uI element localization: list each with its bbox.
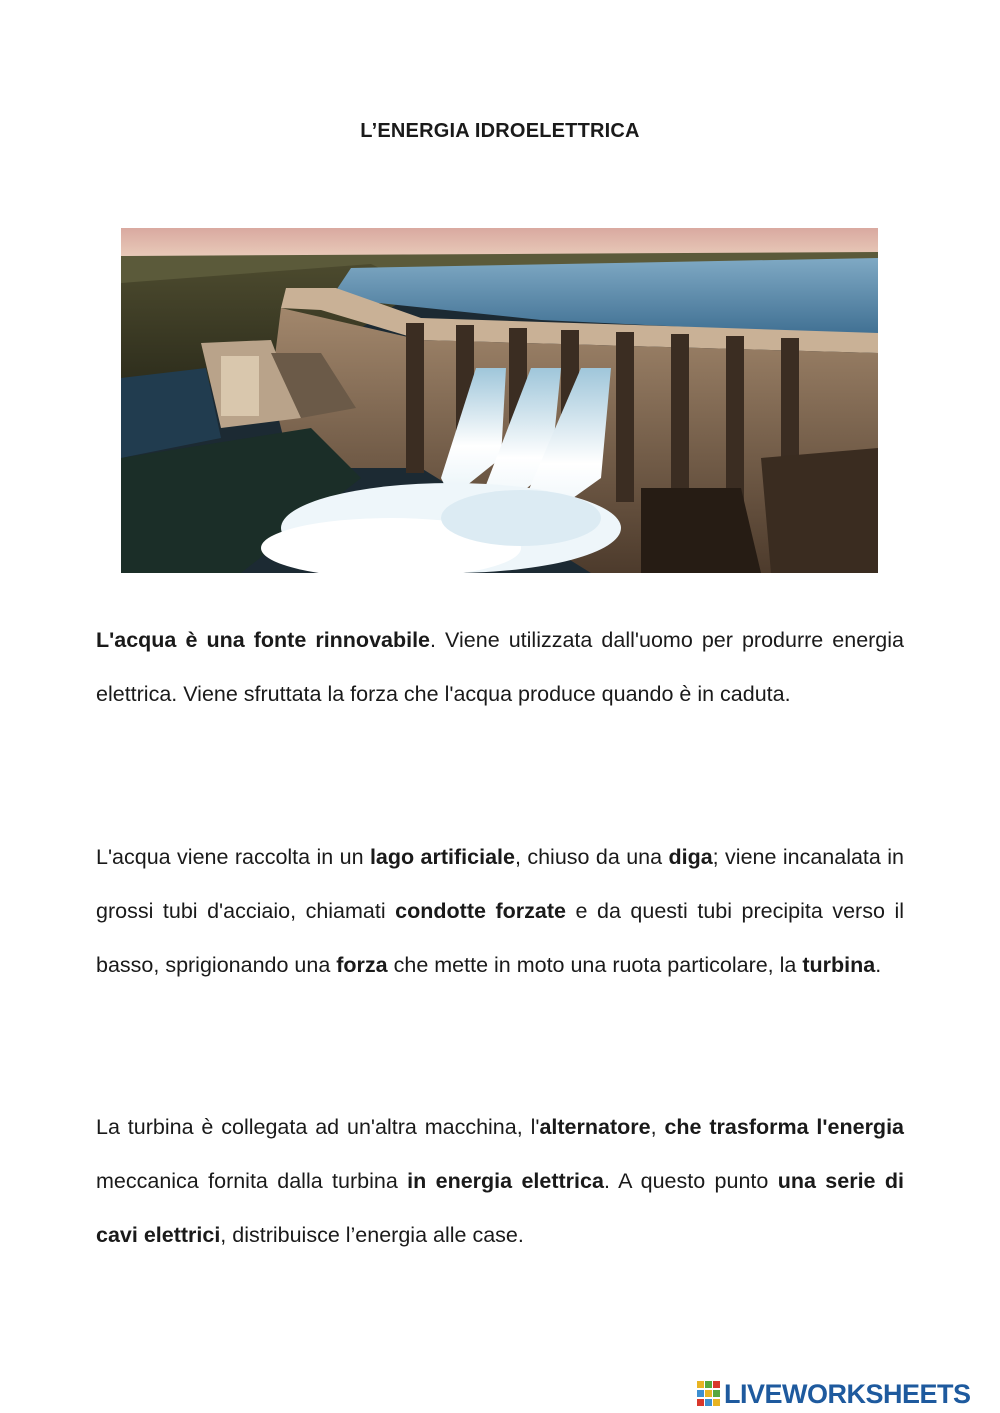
paragraph-3 xyxy=(96,1100,904,1262)
bold-term: forza xyxy=(336,953,388,977)
liveworksheets-logo[interactable] xyxy=(697,1378,971,1410)
paragraph-2 xyxy=(96,830,904,992)
text-run: , chiuso da una xyxy=(514,845,669,869)
text-run: , distribuisce l’energia alle case. xyxy=(220,1223,524,1247)
page-title: L’ENERGIA IDROELETTRICA xyxy=(360,120,640,142)
bold-term: diga xyxy=(668,845,713,869)
liveworksheets-blocks-icon xyxy=(697,1381,721,1407)
text-run: che mette in moto una ruota particolare, la xyxy=(387,953,803,977)
text-run: . A questo punto xyxy=(603,1169,778,1193)
bold-term: turbina xyxy=(802,953,876,977)
text-run: e da questi tubi precipita verso il basso, sprigionando una xyxy=(96,899,904,977)
text-run: . xyxy=(875,953,882,977)
bold-term: in energia elettrica xyxy=(407,1169,604,1193)
liveworksheets-brand: LIVEWORKSHEETS xyxy=(724,1378,971,1409)
bold-term: lago artificiale xyxy=(369,845,515,869)
dam-photo xyxy=(121,228,878,573)
text-run: ; viene incanalata in grossi tubi d'acciaio, chiamati xyxy=(96,845,904,923)
bold-term: L'acqua è una fonte rinnovabile xyxy=(96,628,431,652)
text-run: L'acqua viene raccolta in un xyxy=(96,845,370,869)
bold-term: alternatore xyxy=(539,1115,651,1139)
text-run: meccanica fornita dalla turbina xyxy=(96,1169,408,1193)
text-run: La turbina è collegata ad un'altra macchina, l' xyxy=(96,1115,540,1139)
paragraph-1 xyxy=(96,613,904,721)
bold-term: una serie di cavi elettrici xyxy=(96,1169,904,1247)
bold-term: condotte forzate xyxy=(395,899,566,923)
text-run: , xyxy=(650,1115,665,1139)
bold-term: che trasforma l'energia xyxy=(664,1115,904,1139)
text-run: . Viene utilizzata dall'uomo per produrre energia elettrica. Viene sfruttata la forza che l'acqua produce quando è in caduta. xyxy=(96,628,904,706)
